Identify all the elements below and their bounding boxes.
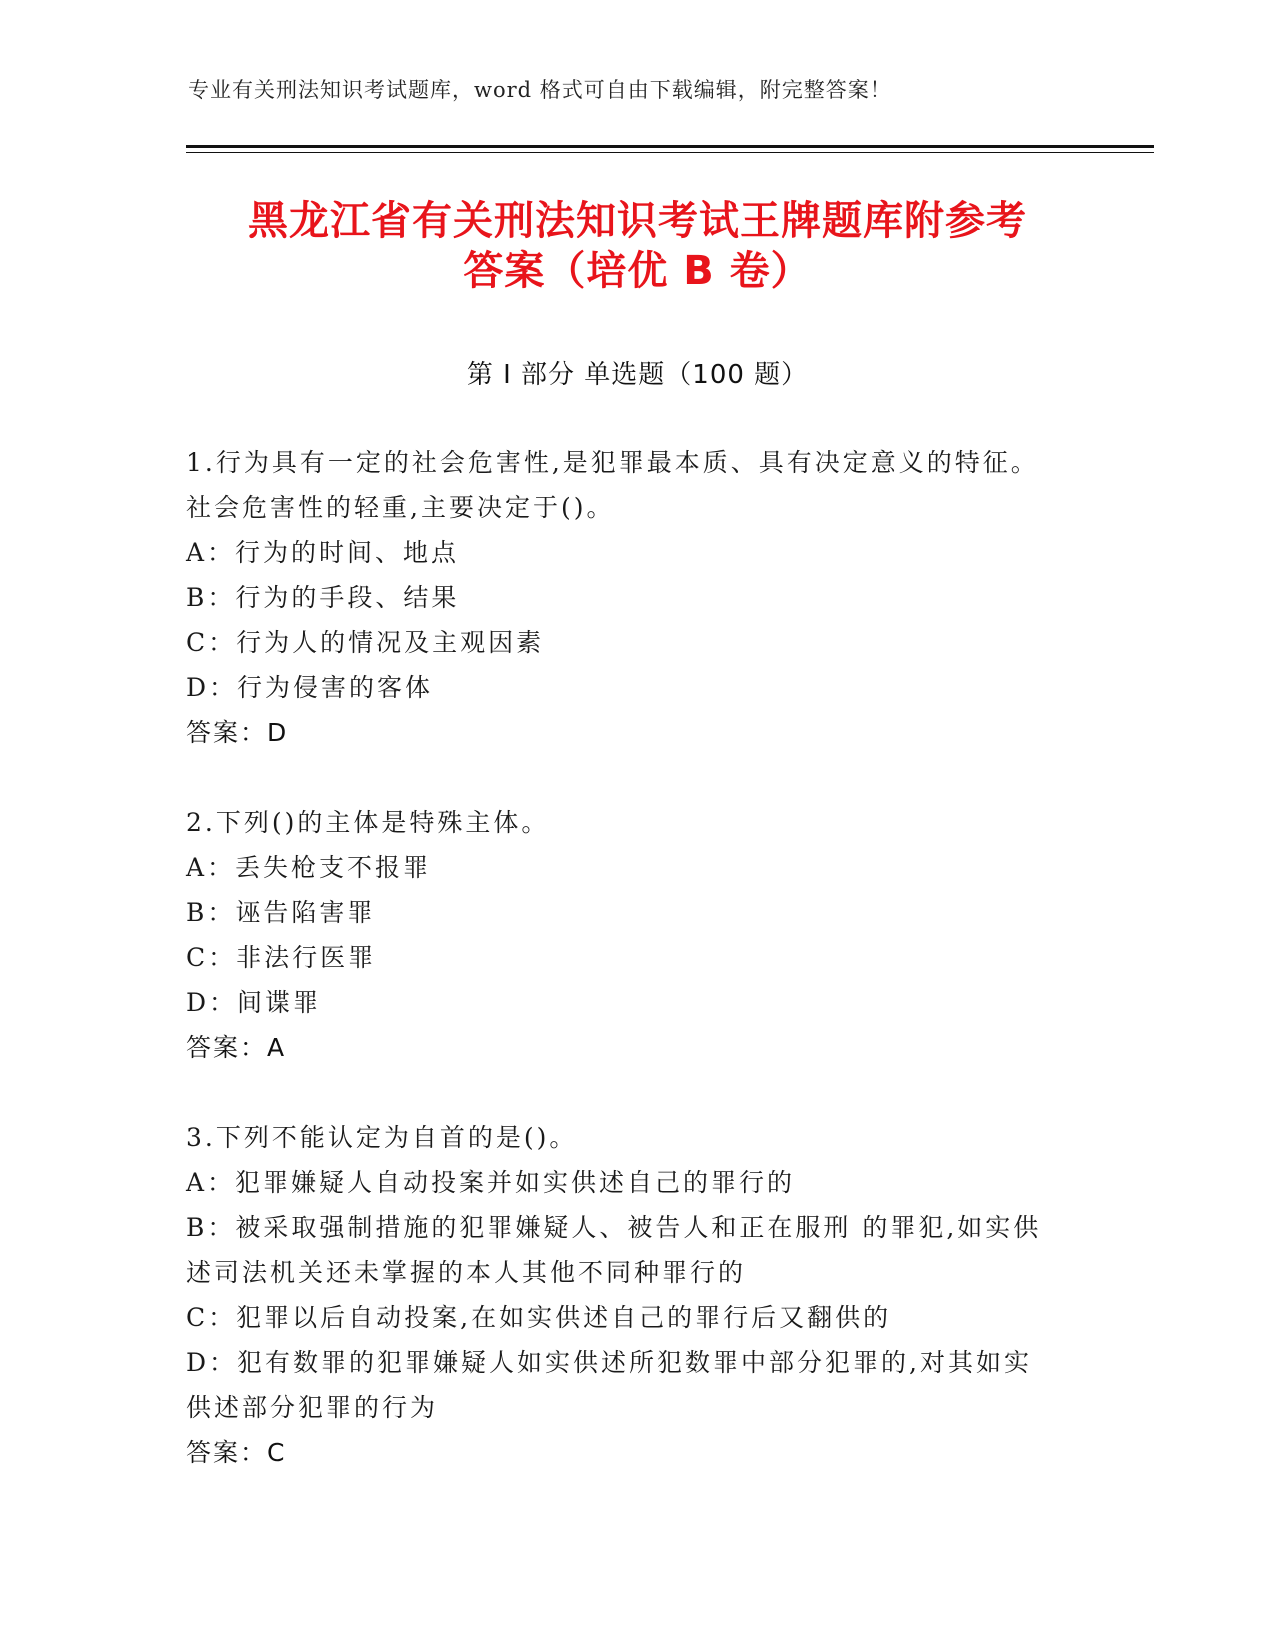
answer-option-line: A：行为的时间、地点: [186, 538, 460, 567]
header-divider-thin: [186, 152, 1154, 153]
question-block: [186, 1115, 1086, 1475]
document-title: [150, 196, 1125, 296]
answer-option-line: B：诬告陷害罪: [186, 898, 376, 927]
answer-key: 答案：D: [186, 718, 289, 747]
answer-option-line: D：行为侵害的客体: [186, 673, 434, 702]
answer-option-line: A：犯罪嫌疑人自动投案并如实供述自己的罪行的: [186, 1168, 796, 1197]
question-stem-line: 1.行为具有一定的社会危害性,是犯罪最本质、具有决定意义的特征。: [186, 448, 1039, 477]
document-title-line-2: 答案（培优 B 卷）: [463, 248, 812, 294]
question-stem-line: 2.下列()的主体是特殊主体。: [186, 808, 550, 837]
header-divider-thick: [186, 145, 1154, 148]
answer-option-line: 供述部分犯罪的行为: [186, 1393, 439, 1422]
answer-key: 答案：C: [186, 1438, 287, 1467]
document-title-line-1: 黑龙江省有关刑法知识考试王牌题库附参考: [248, 198, 1027, 244]
answer-option-line: 述司法机关还未掌握的本人其他不同种罪行的: [186, 1258, 747, 1287]
question-list: [186, 440, 1086, 1520]
question-stem-line: 3.下列不能认定为自首的是()。: [186, 1123, 578, 1152]
section-title: 第 I 部分 单选题（100 题）: [466, 360, 809, 390]
answer-option-line: A：丢失枪支不报罪: [186, 853, 432, 882]
answer-option-line: B：行为的手段、结果: [186, 583, 460, 612]
answer-option-line: D：犯有数罪的犯罪嫌疑人如实供述所犯数罪中部分犯罪的,对其如实: [186, 1348, 1032, 1377]
answer-option-line: B：被采取强制措施的犯罪嫌疑人、被告人和正在服刑 的罪犯,如实供: [186, 1213, 1042, 1242]
answer-option-line: C：行为人的情况及主观因素: [186, 628, 545, 657]
header-note: 专业有关刑法知识考试题库，word 格式可自由下载编辑，附完整答案！: [188, 78, 892, 102]
question-stem-line: 社会危害性的轻重,主要决定于()。: [186, 493, 615, 522]
question-block: [186, 440, 1086, 755]
answer-option-line: C：非法行医罪: [186, 943, 377, 972]
answer-option-line: C：犯罪以后自动投案,在如实供述自己的罪行后又翻供的: [186, 1303, 892, 1332]
question-block: [186, 800, 1086, 1070]
answer-key: 答案：A: [186, 1033, 287, 1062]
answer-option-line: D：间谍罪: [186, 988, 322, 1017]
